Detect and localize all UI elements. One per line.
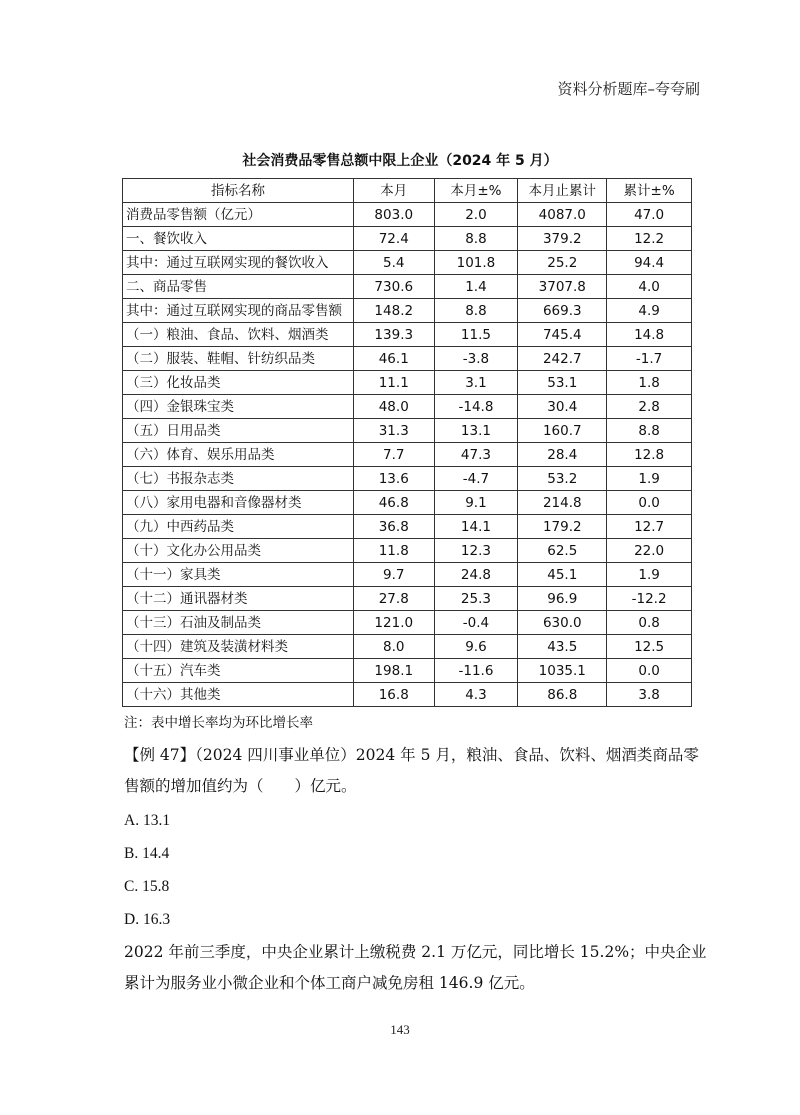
value-cell: 28.4 xyxy=(518,443,607,467)
option-c: C. 15.8 xyxy=(124,878,170,895)
value-cell: 4.0 xyxy=(607,275,692,299)
column-header: 指标名称 xyxy=(123,179,354,203)
value-cell: 803.0 xyxy=(353,203,434,227)
table-title: 社会消费品零售总额中限上企业（2024 年 5 月） xyxy=(242,153,558,169)
value-cell: 1035.1 xyxy=(518,659,607,683)
indicator-name-cell: 一、餐饮收入 xyxy=(123,227,354,251)
value-cell: -4.7 xyxy=(434,467,518,491)
value-cell: 24.8 xyxy=(434,563,518,587)
value-cell: 53.2 xyxy=(518,467,607,491)
value-cell: 11.1 xyxy=(353,371,434,395)
value-cell: 14.1 xyxy=(434,515,518,539)
value-cell: 8.8 xyxy=(607,419,692,443)
table-note: 注：表中增长率均为环比增长率 xyxy=(124,715,313,731)
value-cell: 11.8 xyxy=(353,539,434,563)
table-row xyxy=(123,347,692,371)
indicator-name-cell: 二、商品零售 xyxy=(123,275,354,299)
value-cell: 53.1 xyxy=(518,371,607,395)
value-cell: 3.8 xyxy=(607,683,692,707)
table-row xyxy=(123,635,692,659)
value-cell: -1.7 xyxy=(607,347,692,371)
table-row xyxy=(123,227,692,251)
value-cell: 242.7 xyxy=(518,347,607,371)
value-cell: 12.3 xyxy=(434,539,518,563)
value-cell: 13.1 xyxy=(434,419,518,443)
indicator-name-cell: （八）家用电器和音像器材类 xyxy=(123,491,354,515)
value-cell: 13.6 xyxy=(353,467,434,491)
value-cell: 25.3 xyxy=(434,587,518,611)
table-row xyxy=(123,611,692,635)
value-cell: 36.8 xyxy=(353,515,434,539)
value-cell: 8.8 xyxy=(434,227,518,251)
column-header: 本月±% xyxy=(434,179,518,203)
value-cell: 16.8 xyxy=(353,683,434,707)
indicator-name-cell: （十五）汽车类 xyxy=(123,659,354,683)
value-cell: 0.0 xyxy=(607,491,692,515)
indicator-name-cell: （十）文化办公用品类 xyxy=(123,539,354,563)
value-cell: 3.1 xyxy=(434,371,518,395)
table-row xyxy=(123,395,692,419)
value-cell: 47.0 xyxy=(607,203,692,227)
table-row xyxy=(123,323,692,347)
value-cell: 0.0 xyxy=(607,659,692,683)
indicator-name-cell: （九）中西药品类 xyxy=(123,515,354,539)
value-cell: 22.0 xyxy=(607,539,692,563)
value-cell: 27.8 xyxy=(353,587,434,611)
indicator-name-cell: 消费品零售额（亿元） xyxy=(123,203,354,227)
table-row xyxy=(123,203,692,227)
value-cell: 47.3 xyxy=(434,443,518,467)
table-row xyxy=(123,491,692,515)
option-d: D. 16.3 xyxy=(124,911,171,928)
indicator-name-cell: 其中：通过互联网实现的餐饮收入 xyxy=(123,251,354,275)
value-cell: 1.8 xyxy=(607,371,692,395)
indicator-name-cell: （一）粮油、食品、饮料、烟酒类 xyxy=(123,323,354,347)
indicator-name-cell: （七）书报杂志类 xyxy=(123,467,354,491)
page-header: 资料分析题库–夸夸刷 xyxy=(557,80,700,98)
value-cell: 198.1 xyxy=(353,659,434,683)
value-cell: 730.6 xyxy=(353,275,434,299)
value-cell: -0.4 xyxy=(434,611,518,635)
column-header: 本月止累计 xyxy=(518,179,607,203)
value-cell: 669.3 xyxy=(518,299,607,323)
value-cell: 9.6 xyxy=(434,635,518,659)
value-cell: 86.8 xyxy=(518,683,607,707)
value-cell: 31.3 xyxy=(353,419,434,443)
value-cell: 2.0 xyxy=(434,203,518,227)
value-cell: 4.3 xyxy=(434,683,518,707)
value-cell: 630.0 xyxy=(518,611,607,635)
column-header: 累计±% xyxy=(607,179,692,203)
value-cell: 745.4 xyxy=(518,323,607,347)
indicator-name-cell: （二）服装、鞋帽、针纺织品类 xyxy=(123,347,354,371)
value-cell: 0.8 xyxy=(607,611,692,635)
column-header: 本月 xyxy=(353,179,434,203)
option-b: B. 14.4 xyxy=(124,845,170,862)
passage-text: 2022 年前三季度，中央企业累计上缴税费 2.1 万亿元，同比增长 15.2%；中央企业累计为服务业小微企业和个体工商户减免房租 146.9 亿元。 xyxy=(124,943,707,992)
value-cell: 11.5 xyxy=(434,323,518,347)
value-cell: 25.2 xyxy=(518,251,607,275)
indicator-name-cell: （三）化妆品类 xyxy=(123,371,354,395)
value-cell: 94.4 xyxy=(607,251,692,275)
value-cell: 72.4 xyxy=(353,227,434,251)
value-cell: -11.6 xyxy=(434,659,518,683)
value-cell: 43.5 xyxy=(518,635,607,659)
value-cell: 1.9 xyxy=(607,467,692,491)
table-row xyxy=(123,419,692,443)
value-cell: 5.4 xyxy=(353,251,434,275)
data-table xyxy=(122,178,692,707)
value-cell: 48.0 xyxy=(353,395,434,419)
value-cell: 2.8 xyxy=(607,395,692,419)
table-row xyxy=(123,443,692,467)
value-cell: 8.8 xyxy=(434,299,518,323)
page-number: 143 xyxy=(390,1022,410,1037)
table-row xyxy=(123,251,692,275)
question-text: 【例 47】（2024 四川事业单位）2024 年 5 月，粮油、食品、饮料、烟酒类商品零售额的增加值约为（ ）亿元。 xyxy=(124,746,699,795)
value-cell: 1.9 xyxy=(607,563,692,587)
table-row xyxy=(123,539,692,563)
value-cell: 379.2 xyxy=(518,227,607,251)
table-row xyxy=(123,515,692,539)
table-row xyxy=(123,467,692,491)
indicator-name-cell: （十四）建筑及装潢材料类 xyxy=(123,635,354,659)
value-cell: 46.8 xyxy=(353,491,434,515)
table-header-row xyxy=(123,179,692,203)
value-cell: 101.8 xyxy=(434,251,518,275)
value-cell: 12.8 xyxy=(607,443,692,467)
value-cell: 45.1 xyxy=(518,563,607,587)
value-cell: -3.8 xyxy=(434,347,518,371)
value-cell: 14.8 xyxy=(607,323,692,347)
value-cell: -12.2 xyxy=(607,587,692,611)
value-cell: 160.7 xyxy=(518,419,607,443)
indicator-name-cell: （十三）石油及制品类 xyxy=(123,611,354,635)
value-cell: 7.7 xyxy=(353,443,434,467)
option-a: A. 13.1 xyxy=(124,812,171,829)
indicator-name-cell: 其中：通过互联网实现的商品零售额 xyxy=(123,299,354,323)
value-cell: 148.2 xyxy=(353,299,434,323)
value-cell: 12.2 xyxy=(607,227,692,251)
value-cell: 9.7 xyxy=(353,563,434,587)
value-cell: 62.5 xyxy=(518,539,607,563)
table-row xyxy=(123,563,692,587)
value-cell: 179.2 xyxy=(518,515,607,539)
indicator-name-cell: （十一）家具类 xyxy=(123,563,354,587)
value-cell: 1.4 xyxy=(434,275,518,299)
value-cell: 8.0 xyxy=(353,635,434,659)
value-cell: 96.9 xyxy=(518,587,607,611)
value-cell: 121.0 xyxy=(353,611,434,635)
value-cell: 12.5 xyxy=(607,635,692,659)
indicator-name-cell: （十六）其他类 xyxy=(123,683,354,707)
table-row xyxy=(123,659,692,683)
table-row xyxy=(123,275,692,299)
indicator-name-cell: （六）体育、娱乐用品类 xyxy=(123,443,354,467)
value-cell: 9.1 xyxy=(434,491,518,515)
value-cell: 46.1 xyxy=(353,347,434,371)
value-cell: 214.8 xyxy=(518,491,607,515)
value-cell: 3707.8 xyxy=(518,275,607,299)
table-row xyxy=(123,299,692,323)
table-row xyxy=(123,683,692,707)
value-cell: 12.7 xyxy=(607,515,692,539)
table-row xyxy=(123,371,692,395)
indicator-name-cell: （四）金银珠宝类 xyxy=(123,395,354,419)
indicator-name-cell: （十二）通讯器材类 xyxy=(123,587,354,611)
indicator-name-cell: （五）日用品类 xyxy=(123,419,354,443)
value-cell: 139.3 xyxy=(353,323,434,347)
table-row xyxy=(123,587,692,611)
value-cell: 30.4 xyxy=(518,395,607,419)
value-cell: -14.8 xyxy=(434,395,518,419)
value-cell: 4087.0 xyxy=(518,203,607,227)
value-cell: 4.9 xyxy=(607,299,692,323)
